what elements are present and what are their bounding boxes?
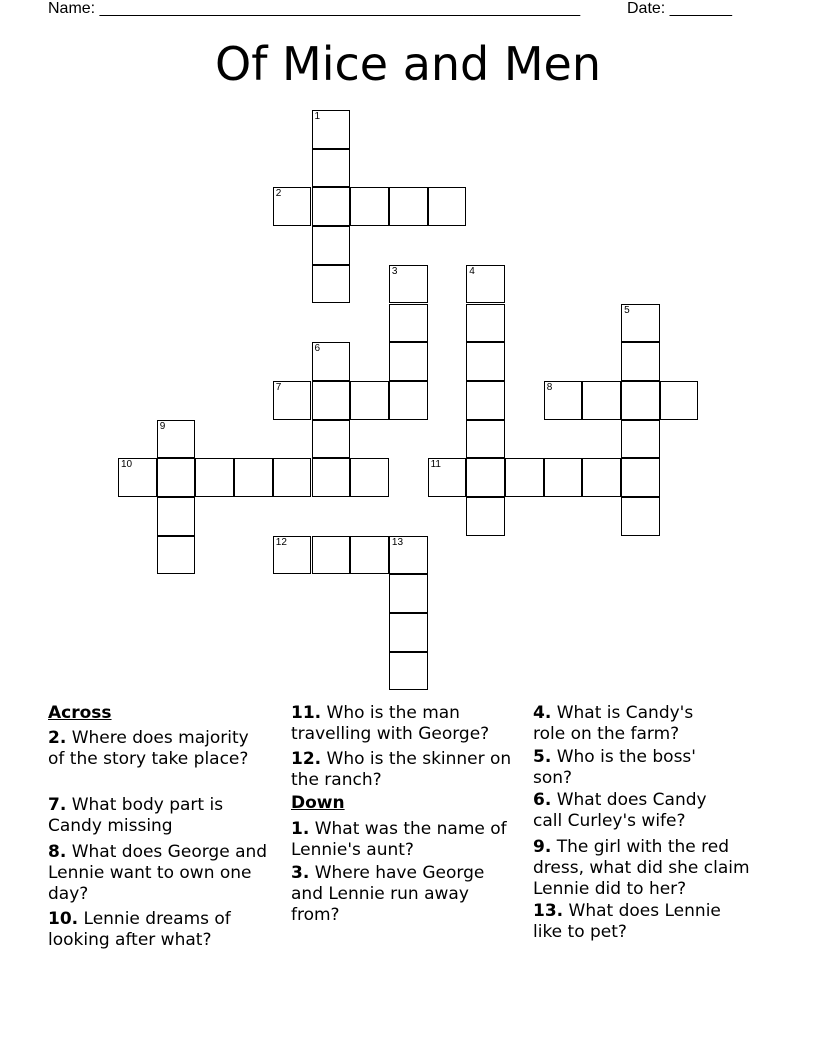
grid-cell[interactable] — [350, 187, 389, 226]
grid-cell[interactable] — [273, 381, 312, 420]
date-line[interactable]: _______ — [669, 0, 732, 17]
grid-cell[interactable] — [389, 536, 428, 575]
date-field[interactable] — [627, 0, 732, 18]
cell-number: 11 — [430, 459, 441, 471]
clue-down-13: 13. What does Lennie like to pet? — [533, 901, 721, 942]
grid-cell[interactable] — [621, 420, 660, 459]
name-field[interactable] — [48, 0, 580, 18]
cell-number: 5 — [624, 304, 630, 316]
grid-cell[interactable] — [273, 536, 312, 575]
across-heading: Across — [48, 703, 112, 723]
clue-down-6: 6. What does Candy call Curley's wife? — [533, 790, 707, 831]
grid-cell[interactable] — [466, 265, 505, 304]
grid-cell[interactable] — [312, 536, 351, 575]
grid-cell[interactable] — [621, 342, 660, 381]
clue-across-12: 12. Who is the skinner on the ranch? — [291, 749, 512, 790]
grid-cell[interactable] — [118, 458, 157, 497]
grid-cell[interactable] — [389, 652, 428, 691]
grid-cell[interactable] — [312, 381, 351, 420]
grid-cell[interactable] — [621, 304, 660, 343]
cell-number: 8 — [546, 381, 553, 393]
clue-down-1: 1. What was the name of Lennie's aunt? — [291, 819, 507, 860]
grid-cell[interactable] — [389, 187, 428, 226]
grid-cell[interactable] — [312, 149, 351, 188]
cell-number: 2 — [275, 188, 282, 200]
cell-number: 13 — [391, 536, 404, 548]
clue-across-8: 8. What does George and Lennie want to own one day? — [48, 842, 268, 904]
grid-cell[interactable] — [621, 497, 660, 536]
grid-cell[interactable] — [389, 265, 428, 304]
grid-cell[interactable] — [466, 381, 505, 420]
cell-number: 4 — [469, 265, 475, 277]
clue-down-9: 9. The girl with the red dress, what did she claim Lennie did to her? — [533, 837, 750, 899]
grid-cell[interactable] — [273, 187, 312, 226]
grid-cell[interactable] — [312, 226, 351, 265]
date-label: Date: — [627, 0, 666, 17]
grid-cell[interactable] — [389, 574, 428, 613]
grid-cell[interactable] — [466, 497, 505, 536]
grid-cell[interactable] — [389, 304, 428, 343]
grid-cell[interactable] — [157, 458, 196, 497]
grid-cell[interactable] — [234, 458, 273, 497]
clue-down-5: 5. Who is the boss' son? — [533, 747, 696, 788]
name-line[interactable]: ______________________________________________________ — [99, 0, 581, 17]
grid-cell[interactable] — [582, 458, 621, 497]
grid-cell[interactable] — [466, 420, 505, 459]
grid-cell[interactable] — [621, 458, 660, 497]
grid-cell[interactable] — [273, 458, 312, 497]
clue-across-2: 2. Where does majority of the story take place? — [48, 728, 249, 769]
grid-cell[interactable] — [389, 381, 428, 420]
cell-number: 12 — [275, 536, 287, 548]
grid-cell[interactable] — [660, 381, 699, 420]
grid-cell[interactable] — [195, 458, 234, 497]
grid-cell[interactable] — [157, 420, 196, 459]
grid-cell[interactable] — [312, 265, 351, 304]
grid-cell[interactable] — [312, 342, 351, 381]
clue-across-10: 10. Lennie dreams of looking after what? — [48, 909, 231, 950]
grid-cell[interactable] — [466, 342, 505, 381]
grid-cell[interactable] — [350, 381, 389, 420]
grid-cell[interactable] — [582, 381, 621, 420]
clue-across-11: 11. Who is the man travelling with George? — [291, 703, 490, 744]
grid-cell[interactable] — [544, 458, 583, 497]
clue-down-4: 4. What is Candy's role on the farm? — [533, 703, 694, 744]
cell-number: 1 — [314, 111, 321, 122]
grid-cell[interactable] — [428, 187, 467, 226]
name-label: Name: — [48, 0, 96, 17]
cell-number: 3 — [391, 265, 398, 277]
grid-cell[interactable] — [312, 187, 351, 226]
grid-cell[interactable] — [350, 458, 389, 497]
grid-cell[interactable] — [157, 497, 196, 536]
clue-across-7: 7. What body part is Candy missing — [48, 795, 224, 836]
grid-cell[interactable] — [389, 342, 428, 381]
grid-cell[interactable] — [389, 613, 428, 652]
grid-cell[interactable] — [157, 536, 196, 575]
cell-number: 6 — [314, 343, 321, 355]
grid-cell[interactable] — [350, 536, 389, 575]
grid-cell[interactable] — [505, 458, 544, 497]
grid-cell[interactable] — [466, 304, 505, 343]
cell-number: 9 — [159, 420, 166, 432]
grid-cell[interactable] — [544, 381, 583, 420]
grid-cell[interactable] — [312, 458, 351, 497]
down-heading: Down — [291, 793, 345, 813]
grid-cell[interactable] — [466, 458, 505, 497]
page-title: Of Mice and Men — [214, 37, 601, 91]
clue-down-3: 3. Where have George and Lennie run away from? — [291, 863, 485, 925]
cell-number: 10 — [121, 459, 133, 471]
grid-cell[interactable] — [312, 110, 351, 149]
grid-cell[interactable] — [428, 458, 467, 497]
grid-cell[interactable] — [312, 420, 351, 459]
cell-number: 7 — [275, 381, 282, 393]
grid-cell[interactable] — [621, 381, 660, 420]
